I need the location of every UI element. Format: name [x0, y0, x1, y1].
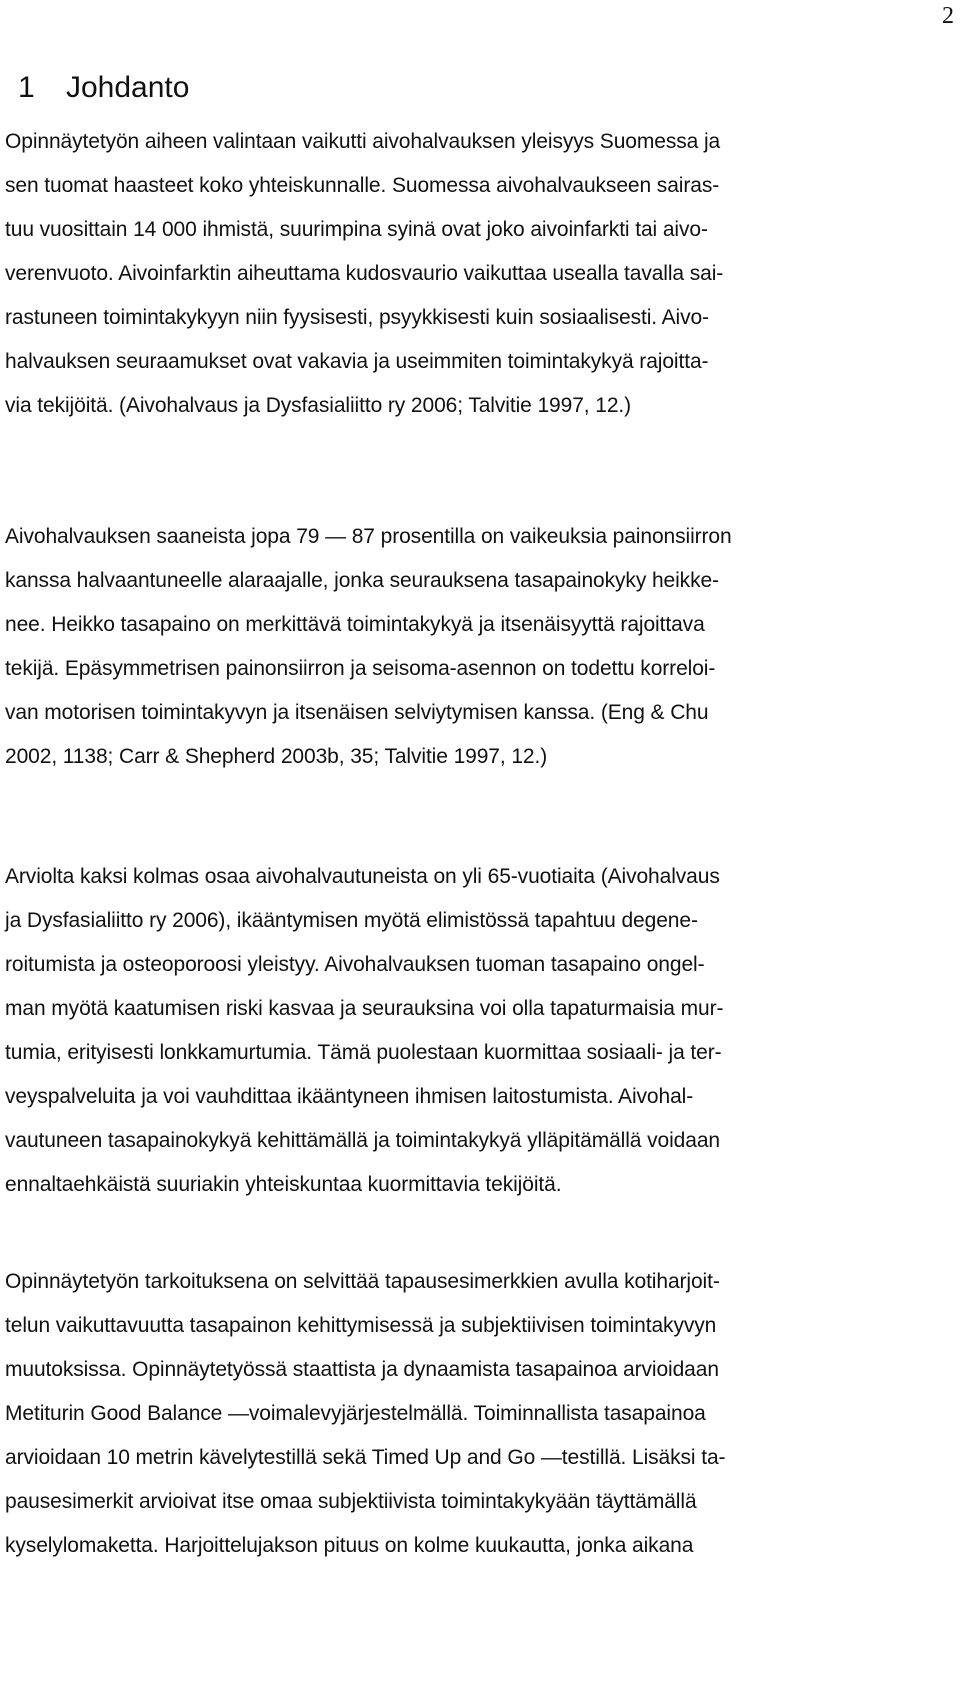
paragraph-1	[5, 120, 723, 428]
text-line: ja Dysfasialiitto ry 2006), ikääntymisen myötä elimistössä tapahtuu degene-	[5, 909, 698, 932]
text-line: veyspalveluita ja voi vauhdittaa ikääntyneen ihmisen laitostumista. Aivohal-	[5, 1085, 694, 1108]
chapter-title: Johdanto	[66, 71, 190, 104]
page-number: 2	[942, 3, 954, 29]
text-line: tekijä. Epäsymmetrisen painonsiirron ja seisoma-asennon on todettu korreloi-	[5, 657, 716, 680]
text-line: Aivohalvauksen saaneista jopa 79 ― 87 prosentilla on vaikeuksia painonsiirron	[5, 525, 732, 548]
text-line: telun vaikuttavuutta tasapainon kehittymisessä ja subjektiivisen toimintakyvyn	[5, 1314, 717, 1337]
text-line: man myötä kaatumisen riski kasvaa ja seurauksina voi olla tapaturmaisia mur-	[5, 997, 724, 1020]
text-line: tumia, erityisesti lonkkamurtumia. Tämä puolestaan kuormittaa sosiaali- ja ter-	[5, 1041, 722, 1064]
text-line: sen tuomat haasteet koko yhteiskunnalle. Suomessa aivohalvaukseen sairas-	[5, 174, 720, 197]
text-line: Metiturin Good Balance ―voimalevyjärjestelmällä. Toiminnallista tasapainoa	[5, 1402, 706, 1425]
text-line: halvauksen seuraamukset ovat vakavia ja useimmiten toimintakykyä rajoitta-	[5, 350, 709, 373]
text-line: via tekijöitä. (Aivohalvaus ja Dysfasialiitto ry 2006; Talvitie 1997, 12.)	[5, 394, 632, 417]
text-line: pausesimerkit arvioivat itse omaa subjektiivista toimintakykyään täyttämällä	[5, 1490, 697, 1513]
paragraph-2	[5, 515, 732, 779]
chapter-heading	[18, 66, 189, 110]
text-line: nee. Heikko tasapaino on merkittävä toimintakykyä ja itsenäisyyttä rajoittava	[5, 613, 705, 636]
text-line: Arviolta kaksi kolmas osaa aivohalvautuneista on yli 65-vuotiaita (Aivohalvaus	[5, 865, 720, 888]
paragraph-4	[5, 1260, 725, 1568]
text-line: kyselylomaketta. Harjoittelujakson pituus on kolme kuukautta, jonka aikana	[5, 1534, 694, 1557]
text-line: 2002, 1138; Carr & Shepherd 2003b, 35; Talvitie 1997, 12.)	[5, 745, 548, 768]
text-line: vautuneen tasapainokykyä kehittämällä ja toimintakykyä ylläpitämällä voidaan	[5, 1129, 720, 1152]
text-line: Opinnäytetyön tarkoituksena on selvittää tapausesimerkkien avulla kotiharjoit-	[5, 1270, 720, 1293]
text-line: van motorisen toimintakyvyn ja itsenäisen selviytymisen kanssa. (Eng & Chu	[5, 701, 709, 724]
text-line: verenvuoto. Aivoinfarktin aiheuttama kudosvaurio vaikuttaa usealla tavalla sai-	[5, 262, 724, 285]
text-line: kanssa halvaantuneelle alaraajalle, jonka seurauksena tasapainokyky heikke-	[5, 569, 719, 592]
chapter-number: 1	[18, 71, 35, 104]
text-line: roitumista ja osteoporoosi yleistyy. Aivohalvauksen tuoman tasapaino ongel-	[5, 953, 705, 976]
text-line: tuu vuosittain 14 000 ihmistä, suurimpina syinä ovat joko aivoinfarkti tai aivo-	[5, 218, 708, 241]
text-line: Opinnäytetyön aiheen valintaan vaikutti aivohalvauksen yleisyys Suomessa ja	[5, 130, 721, 153]
text-line: muutoksissa. Opinnäytetyössä staattista ja dynaamista tasapainoa arvioidaan	[5, 1358, 719, 1381]
text-line: rastuneen toimintakykyyn niin fyysisesti, psyykkisesti kuin sosiaalisesti. Aivo-	[5, 306, 709, 329]
paragraph-3	[5, 855, 723, 1207]
text-line: arvioidaan 10 metrin kävelytestillä sekä Timed Up and Go ―testillä. Lisäksi ta-	[5, 1446, 726, 1469]
text-line: ennaltaehkäistä suuriakin yhteiskuntaa kuormittavia tekijöitä.	[5, 1173, 562, 1196]
